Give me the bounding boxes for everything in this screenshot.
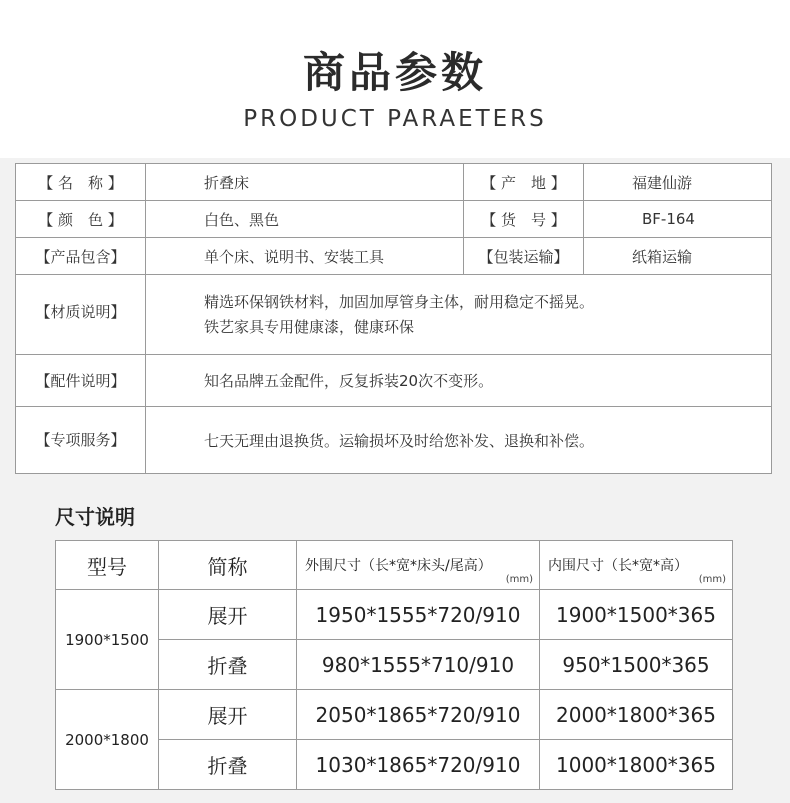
table-row (16, 355, 772, 407)
color-label: 【 颜 色 】 (16, 201, 146, 238)
origin-label: 【 产 地 】 (464, 164, 584, 201)
sku-value: BF-164 (584, 201, 772, 238)
material-label: 【材质说明】 (16, 275, 146, 355)
inner-size-header-text: 内围尺寸（长*宽*高） (548, 558, 688, 574)
inner-size-cell: 950*1500*365 (540, 640, 733, 690)
service-label: 【专项服务】 (16, 407, 146, 474)
size-section-title: 尺寸说明 (55, 505, 135, 529)
name-value: 折叠床 (146, 164, 464, 201)
page-subtitle: PRODUCT PARAETERS (243, 106, 547, 132)
page-title: 商品参数 (302, 48, 487, 97)
outer-size-cell: 1030*1865*720/910 (297, 740, 540, 790)
state-cell: 折叠 (159, 740, 297, 790)
origin-value: 福建仙游 (584, 164, 772, 201)
inner-size-header (540, 541, 733, 590)
contents-label: 【产品包含】 (16, 238, 146, 275)
short-name-header: 简称 (159, 541, 297, 590)
service-value: 七天无理由退换货。运输损坏及时给您补发、退换和补偿。 (146, 407, 772, 474)
state-cell: 展开 (159, 590, 297, 640)
size-table (55, 540, 733, 790)
fittings-value: 知名品牌五金配件，反复拆装20次不变形。 (146, 355, 772, 407)
state-cell: 展开 (159, 690, 297, 740)
size-header-row (56, 541, 733, 590)
table-row (16, 238, 772, 275)
outer-size-cell: 980*1555*710/910 (297, 640, 540, 690)
inner-size-cell: 2000*1800*365 (540, 690, 733, 740)
outer-size-cell: 1950*1555*720/910 (297, 590, 540, 640)
shipping-label: 【包装运输】 (464, 238, 584, 275)
shipping-value: 纸箱运输 (584, 238, 772, 275)
inner-size-cell: 1000*1800*365 (540, 740, 733, 790)
outer-size-header-text: 外围尺寸（长*宽*床头/尾高） (305, 558, 492, 574)
table-row (56, 590, 733, 640)
inner-size-cell: 1900*1500*365 (540, 590, 733, 640)
product-params-table (15, 163, 772, 474)
model-cell: 2000*1800 (56, 690, 159, 790)
table-row (16, 407, 772, 474)
state-cell: 折叠 (159, 640, 297, 690)
fittings-label: 【配件说明】 (16, 355, 146, 407)
inner-size-unit: (mm) (698, 574, 726, 585)
sku-label: 【 货 号 】 (464, 201, 584, 238)
outer-size-unit: (mm) (505, 574, 533, 585)
outer-size-cell: 2050*1865*720/910 (297, 690, 540, 740)
table-row (16, 201, 772, 238)
table-row (16, 275, 772, 355)
outer-size-header (297, 541, 540, 590)
model-cell: 1900*1500 (56, 590, 159, 690)
name-label: 【 名 称 】 (16, 164, 146, 201)
color-value: 白色、黑色 (146, 201, 464, 238)
table-row (16, 164, 772, 201)
table-row (56, 690, 733, 740)
material-line-1: 精选环保钢铁材料，加固加厚管身主体，耐用稳定不摇晃。 (204, 293, 595, 311)
material-line-2: 铁艺家具专用健康漆，健康环保 (204, 318, 415, 336)
material-value (146, 275, 772, 355)
model-header: 型号 (56, 541, 159, 590)
contents-value: 单个床、说明书、安装工具 (146, 238, 464, 275)
